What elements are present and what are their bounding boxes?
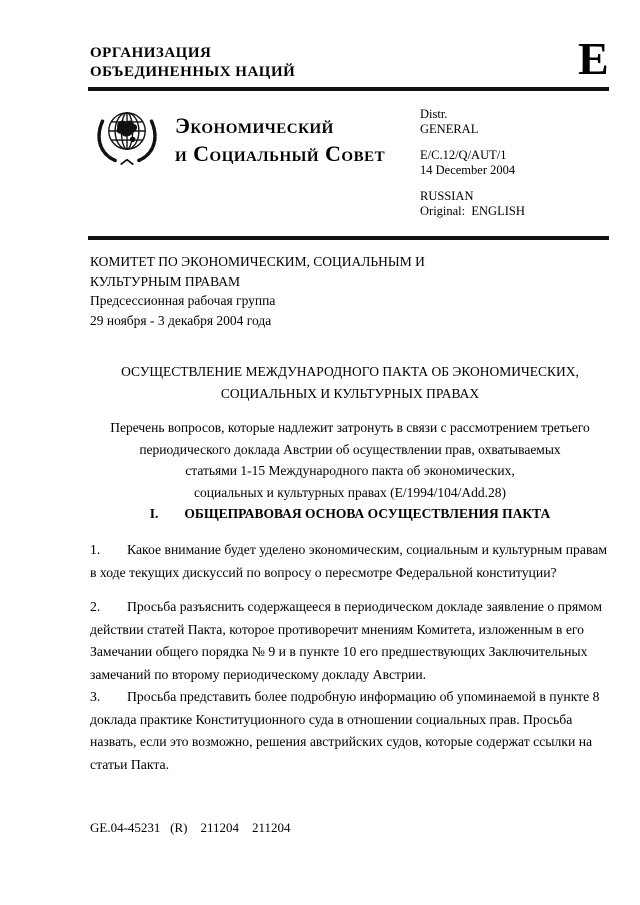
council-name xyxy=(175,112,385,168)
distribution-block xyxy=(420,107,525,219)
subtitle-line3: статьями 1-15 Международного пакта об экономических, xyxy=(185,463,515,478)
org-name-line1: ОРГАНИЗАЦИЯ xyxy=(90,45,212,61)
header-rule xyxy=(88,87,609,91)
subtitle-line2: периодического доклада Австрии об осуществлении прав, охватываемых xyxy=(139,441,561,457)
paragraph-text: Какое внимание будет уделено экономическим, социальным и культурным правам в ходе текущих дискуссий по вопросу о пересмотре Федеральной конституции? xyxy=(90,542,607,580)
distr-label: Distr. xyxy=(420,107,448,121)
subheader-rule xyxy=(88,236,609,240)
section-numeral: I. xyxy=(149,506,159,521)
org-name-line2: ОБЪЕДИНЕННЫХ НАЦИЙ xyxy=(90,64,296,80)
working-group: Предсессионная рабочая группа xyxy=(90,293,276,308)
paragraph xyxy=(90,596,611,686)
doc-symbol-letter: E xyxy=(578,33,609,84)
doc-original-language: Original: ENGLISH xyxy=(420,204,525,218)
section-heading xyxy=(90,506,610,522)
committee-name-line1: КОМИТЕТ ПО ЭКОНОМИЧЕСКИМ, СОЦИАЛЬНЫМ И xyxy=(90,254,425,269)
section-heading-text: ОБЩЕПРАВОВАЯ ОСНОВА ОСУЩЕСТВЛЕНИЯ ПАКТА xyxy=(184,506,551,521)
document-subtitle xyxy=(90,417,610,503)
document-title-line2: СОЦИАЛЬНЫХ И КУЛЬТУРНЫХ ПРАВАХ xyxy=(220,386,480,401)
paragraph xyxy=(90,539,611,584)
paragraph-number: 3. xyxy=(90,689,101,704)
paragraph-text: Просьба разъяснить содержащееся в периодическом докладе заявление о прямом действии статей Пакта, которое противоречит мнениям Комитета, изложенным в его Замечании общего порядка № 9 и в пункте 10 его предшествующих Заключительных замечаний по второму периодическому докладу Австрии. xyxy=(90,599,603,682)
paragraph xyxy=(90,686,611,776)
org-name xyxy=(90,44,295,82)
distr-value: GENERAL xyxy=(420,122,479,136)
council-name-line2: и Социальный Совет xyxy=(175,141,386,166)
subtitle-line1: Перечень вопросов, которые надлежит затронуть в связи с рассмотрением третьего xyxy=(110,420,590,435)
paragraph-text: Просьба представить более подробную информацию об упоминаемой в пункте 8 доклада практике Конституционного суда в отношении социальных прав. Просьба назвать, если это возможно, решения австрийских судов, которые содержат ссылки на статьи Пакта. xyxy=(90,689,600,772)
paragraph-number: 1. xyxy=(90,542,101,557)
doc-language: RUSSIAN xyxy=(420,189,474,203)
paragraph-number: 2. xyxy=(90,599,101,614)
document-title xyxy=(90,361,610,405)
un-emblem-icon xyxy=(92,102,162,174)
doc-date: 14 December 2004 xyxy=(420,163,516,177)
doc-number: E/C.12/Q/AUT/1 xyxy=(420,148,507,162)
committee-block xyxy=(90,252,425,330)
document-title-line1: ОСУЩЕСТВЛЕНИЕ МЕЖДУНАРОДНОГО ПАКТА ОБ ЭКОНОМИЧЕСКИХ, xyxy=(121,364,579,379)
session-dates: 29 ноября - 3 декабря 2004 года xyxy=(90,312,272,328)
council-name-line1: Экономический xyxy=(175,113,334,138)
footer-reference: GE.04-45231 (R) 211204 211204 xyxy=(90,820,291,835)
committee-name-line2: КУЛЬТУРНЫМ ПРАВАМ xyxy=(90,273,241,289)
subtitle-line4: социальных и культурных правах (E/1994/104/Add.28) xyxy=(194,484,506,500)
